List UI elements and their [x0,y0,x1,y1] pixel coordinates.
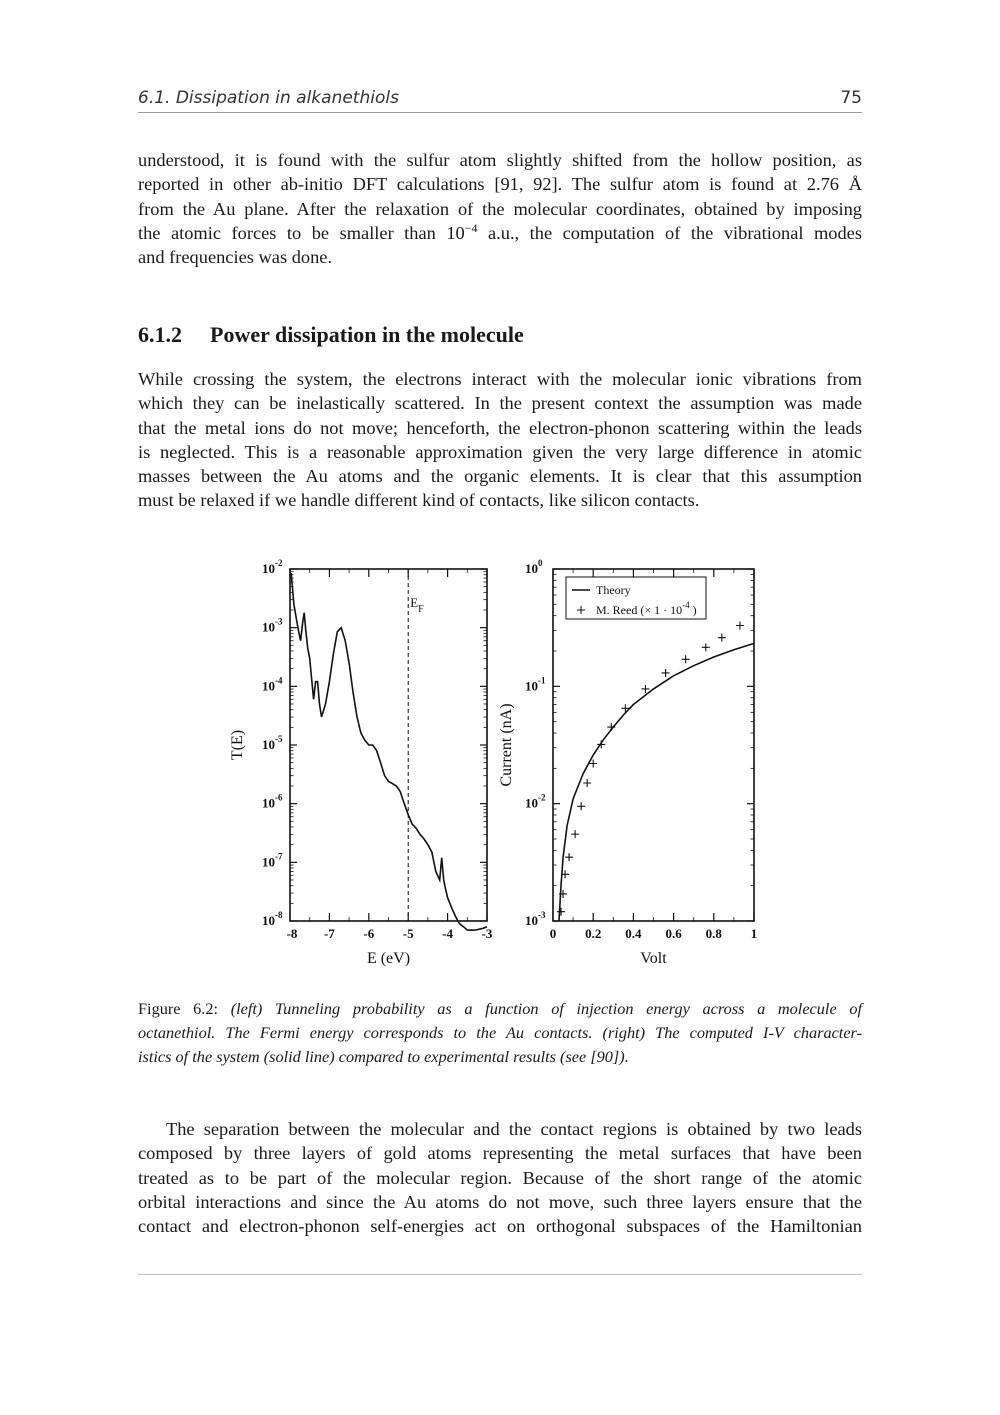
x-tick-label: -8 [286,926,298,941]
data-point-marker [682,655,690,663]
y-tick-label: $10^{-3}$ [525,910,546,928]
y-tick-label: $10^{-6}$ [262,792,283,811]
data-point-marker [607,723,615,731]
x-tick-label: 0.6 [665,926,682,941]
running-head [138,86,862,113]
text-line: must be relaxed if we handle different kind of contacts, like silicon contacts. [138,490,700,511]
x-tick-label: -5 [402,926,414,941]
figure-caption [138,997,862,1069]
text-line: While crossing the system, the electrons interact with the molecular ionic vibrations from [138,369,862,389]
text-line: The separation between the molecular and the contact regions is obtained by two leads [166,1119,862,1139]
x-tick-label: 0.8 [705,926,722,941]
text-line: and frequencies was done. [138,247,333,268]
text-line: which they can be inelastically scattered. In the present context the assumption was made [138,393,862,414]
x-axis-label: Volt [640,950,667,967]
text-line: composed by three layers of gold atoms representing the metal surfaces that have been [138,1143,862,1164]
text-line: is neglected. This is a reasonable approximation given the very large difference in atomic [138,441,862,462]
data-point-marker [662,669,670,677]
text-line: contact and electron-phonon self-energies act on orthogonal subspaces of the Hamiltonian [138,1216,862,1237]
x-tick-label: 1 [750,926,758,941]
y-axis-label: T(E) [229,729,246,761]
footer-rule [138,1274,862,1275]
plot-frame [553,569,754,921]
y-tick-label: $10^{-3}$ [262,616,283,635]
x-axis-label: E (eV) [366,950,411,967]
y-tick-label: $10^{-7}$ [262,851,283,870]
y-tick-label: $10^{-1}$ [525,675,546,694]
y-tick-label: $10^{-4}$ [262,675,283,694]
x-tick-label: 0.4 [625,926,642,941]
data-point-marker [736,621,744,629]
x-tick-label: -6 [363,926,375,941]
fermi-label: $E_F$ [410,595,424,615]
y-tick-label: $10^{-2}$ [525,792,546,811]
section-heading [138,322,524,348]
text-line: treated as to be part of the molecular region. Because of the short range of the atomic [138,1167,862,1188]
caption-line: octanethiol. The Fermi energy corresponds to the Au contacts. (right) The computed I-V character- [138,1023,862,1042]
running-head-section: 6.1. Dissipation in alkanethiols [138,88,399,108]
y-tick-label: $10^{-2}$ [262,558,283,576]
series-line [559,643,754,921]
page-number: 75 [840,88,862,108]
paragraph-1 [138,148,862,269]
text-line: reported in other ab-initio DFT calculations [91, 92]. The sulfur atom is found at 2.76 Å [138,174,862,195]
paragraph-2 [138,367,862,513]
data-point-marker [718,634,726,642]
x-tick-label: 0 [549,926,557,941]
legend-label-theory: Theory [596,583,631,597]
caption-label: Figure 6.2: [138,999,219,1018]
text-line: that the metal ions do not move; henceforth, the electron-phonon scattering within the leads [138,417,862,438]
data-point-marker [702,643,710,651]
section-title: Power dissipation in the molecule [210,322,524,347]
text-line: from the Au plane. After the relaxation of the molecular coordinates, obtained by imposing [138,198,862,219]
x-tick-label: -3 [481,926,493,941]
text-line: masses between the Au atoms and the organic elements. It is clear that this assumption [138,466,862,487]
x-tick-label: -7 [323,926,335,941]
y-tick-label: $10^{-5}$ [262,734,283,752]
data-point-marker [571,830,579,838]
figure-svg [220,555,780,975]
figure-6-2 [220,555,780,975]
data-point-marker [577,802,585,810]
y-tick-label: $10^{-8}$ [262,910,283,928]
x-tick-label: -4 [442,926,454,941]
text-line: the atomic forces to be smaller than $10^{-4}$ a.u., the computation of the vibrational modes [138,220,862,243]
exponent: −4 [464,220,478,235]
caption-line: istics of the system (solid line) compared to experimental results (see [90]). [138,1047,629,1066]
data-point-marker [557,908,565,916]
data-point-marker [583,779,591,787]
caption-line: Figure 6.2: (left) Tunneling probability as a function of injection energy across a molecule of [138,999,862,1018]
legend-label-reed: M. Reed (× $1 \cdot 10^{-4}$ ) [596,600,697,617]
paragraph-3 [138,1117,862,1238]
data-point-marker [641,685,649,693]
y-axis-label: Current (nA) [498,703,515,787]
series-line [291,573,487,930]
y-tick-label: $10^0$ [525,558,543,576]
section-number: 6.1.2 [138,322,182,347]
data-point-marker [565,853,573,861]
text-line: orbital interactions and since the Au atoms do not move, such three layers ensure that the [138,1191,862,1212]
text-line: understood, it is found with the sulfur atom slightly shifted from the hollow position, as [138,150,862,170]
x-tick-label: 0.2 [585,926,602,941]
plot-frame [290,569,487,921]
